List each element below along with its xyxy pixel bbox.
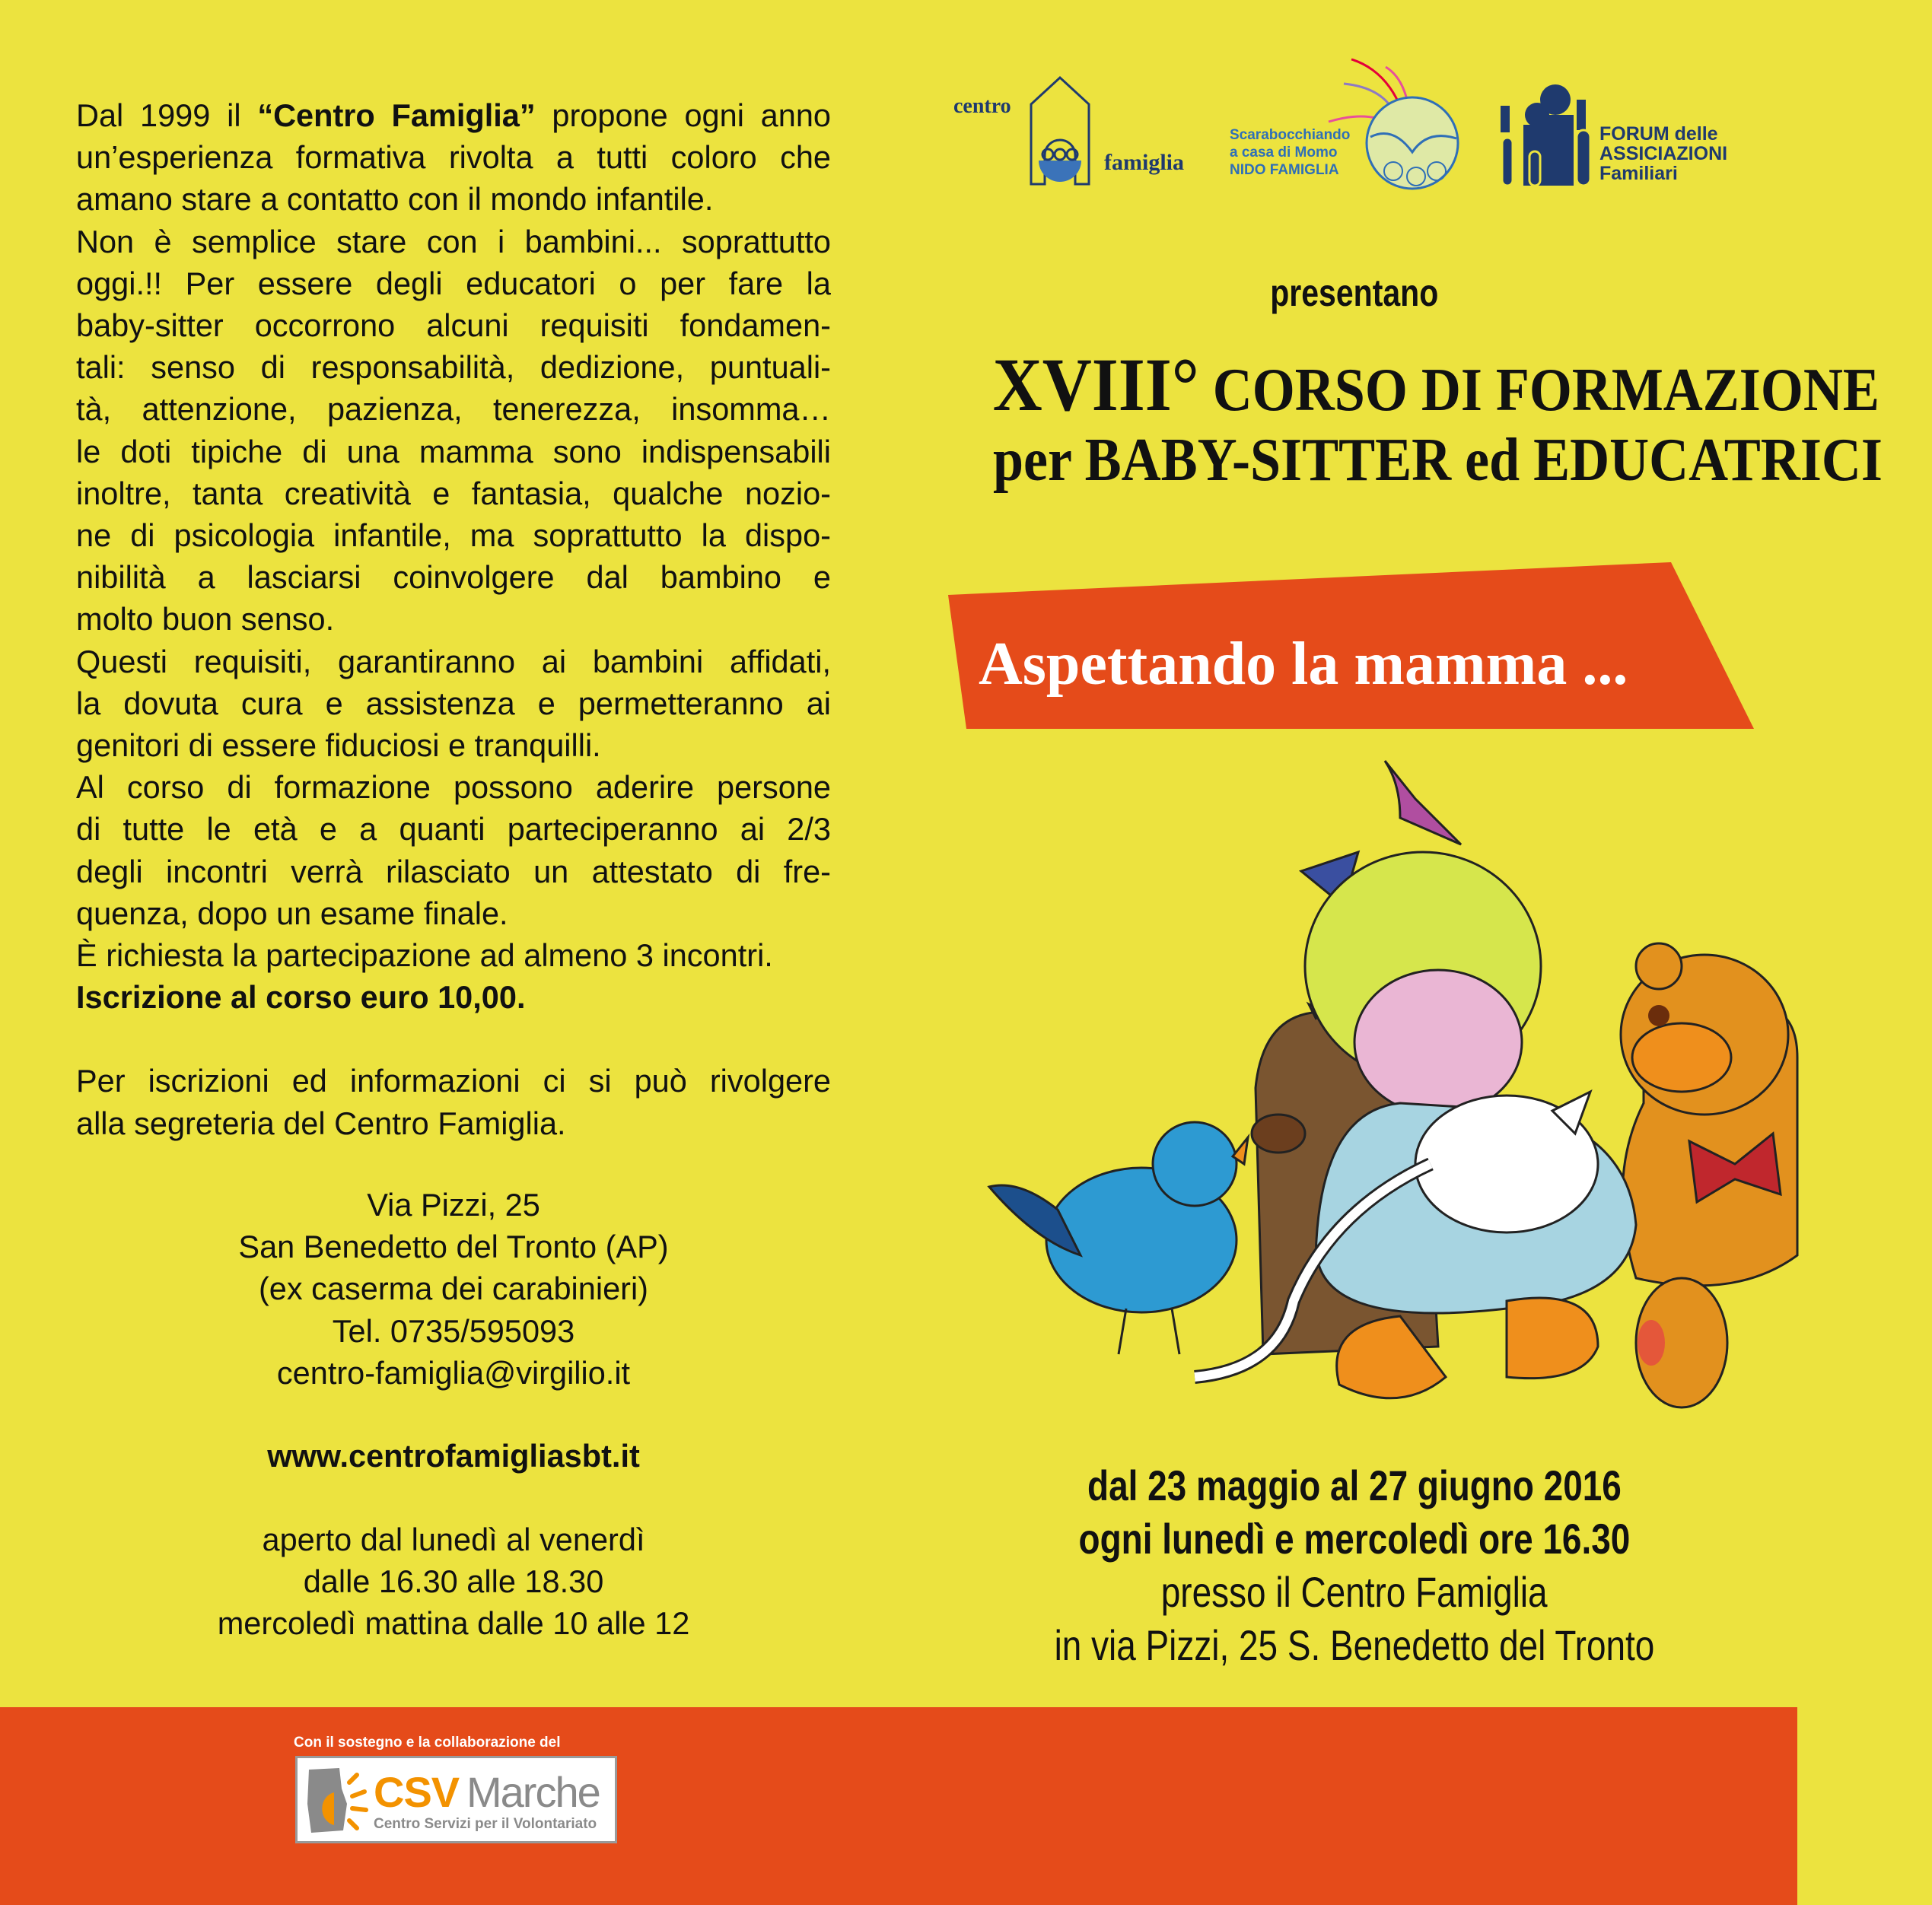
course-fee: Iscrizione al corso euro 10,00. (76, 979, 526, 1016)
address-line: Via Pizzi, 25 (367, 1187, 540, 1223)
nido-logo-line: NIDO FAMIGLIA (1230, 162, 1339, 178)
logo-word-centro: centro (953, 94, 1011, 118)
intro-line: un’esperienza formativa rivolta a tutti coloro che (76, 139, 831, 176)
butterfly-icon (1385, 761, 1461, 844)
course-title-line2: per BABY-SITTER ed EDUCATRICI (992, 427, 1883, 494)
csv-region-sun-icon (305, 1766, 374, 1836)
teddy-bear-icon (1621, 943, 1797, 1407)
address-line: Tel. 0735/595093 (332, 1312, 575, 1349)
forum-logo-line: Familiari (1599, 163, 1678, 184)
intro-line: genitori di essere fiduciosi e tranquilli. (76, 727, 601, 764)
address-line: centro-famiglia@virgilio.it (276, 1354, 631, 1391)
intro-line: quenza, dopo un esame finale. (76, 895, 508, 931)
banner-text: Aspettando la mamma ... (979, 631, 1628, 698)
intro-line: baby-sitter occorrono alcuni requisiti fondamen- (76, 307, 831, 344)
intro-line: di tutte le età e a quanti parteciperanno ai 2/3 (76, 811, 831, 848)
sponsor-caption: Con il sostegno e la collaborazione del (294, 1735, 561, 1751)
marche-text: Marche (466, 1768, 600, 1816)
intro-text-part: Dal 1999 il (76, 97, 258, 133)
nido-logo-line: a casa di Momo (1230, 145, 1338, 161)
course-title-line1: XVIII° CORSO DI FORMAZIONE (992, 342, 1879, 427)
address-line: (ex caserma dei carabinieri) (258, 1271, 649, 1307)
info-line: alla segreteria del Centro Famiglia. (76, 1105, 566, 1141)
intro-line: oggi.!! Per essere degli educatori o per fare la (76, 265, 831, 301)
website[interactable]: www.centrofamigliasbt.it (267, 1438, 640, 1474)
forum-logo-line: ASSICIAZIONI (1599, 143, 1728, 164)
presentano-label: presentano (1270, 272, 1439, 314)
schedule-days: ogni lunedì e mercoledì ore 16.30 (1078, 1515, 1631, 1563)
opening-hours (76, 1519, 831, 1645)
forum-logo-line: FORUM delle (1599, 123, 1718, 145)
hours-line: mercoledì mattina dalle 10 alle 12 (217, 1605, 690, 1642)
intro-line: tà, attenzione, pazienza, tenerezza, insomma… (76, 391, 831, 428)
footer-band (0, 1707, 1797, 1905)
schedule (944, 1459, 1765, 1672)
intro-line: molto buon senso. (76, 601, 335, 638)
hours-line: dalle 16.30 alle 18.30 (303, 1563, 604, 1600)
intro-line: le doti tipiche di una mamma sono indispensabili (76, 433, 831, 469)
intro-line: Non è semplice stare con i bambini... soprattutto (76, 223, 831, 259)
schedule-place: presso il Centro Famiglia (1161, 1568, 1548, 1616)
intro-line: inoltre, tanta creatività e fantasia, qualche nozio- (76, 475, 831, 511)
intro-line: nibilità a lasciarsi coinvolgere dal bambino e (76, 559, 831, 596)
csv-subtitle: Centro Servizi per il Volontariato (374, 1816, 597, 1832)
csv-marche-logo[interactable] (295, 1756, 617, 1843)
hours-line: aperto dal lunedì al venerdì (262, 1522, 645, 1557)
intro-line: amano stare a contatto con il mondo infantile. (76, 181, 714, 218)
contact-address (76, 1184, 831, 1394)
intro-line: la dovuta cura e assistenza e permetteranno ai (76, 685, 831, 721)
intro-line: Questi requisiti, garantiranno ai bambini affidati, (76, 643, 831, 679)
bird-icon (989, 1122, 1248, 1354)
intro-line: ne di psicologia infantile, ma soprattutto la dispo- (76, 517, 831, 554)
nido-logo-line: Scarabocchiando (1230, 127, 1351, 143)
intro-line: tali: senso di responsabilità, dedizione, puntuali- (76, 349, 831, 386)
intro-line: È richiesta la partecipazione ad almeno 3 incontri. (76, 937, 773, 974)
spacer (76, 1018, 831, 1060)
intro-text-part: propone ogni anno (535, 97, 831, 133)
intro-line: degli incontri verrà rilasciato un attestato di fre- (76, 853, 831, 889)
logo-word-famiglia: famiglia (1104, 150, 1184, 175)
address-line: San Benedetto del Tronto (AP) (238, 1229, 669, 1265)
info-line: Per iscrizioni ed informazioni ci si può rivolgere (76, 1063, 831, 1099)
centro-famiglia-name: “Centro Famiglia” (257, 97, 536, 133)
edition-number: XVIII° (992, 342, 1199, 427)
intro-line: Al corso di formazione possono aderire persone (76, 769, 831, 806)
children-animals-illustration (974, 753, 1797, 1423)
schedule-address: in via Pizzi, 25 S. Benedetto del Tronto (1054, 1621, 1655, 1669)
csv-text: CSV (374, 1768, 460, 1816)
schedule-dates: dal 23 maggio al 27 giugno 2016 (1087, 1461, 1622, 1509)
